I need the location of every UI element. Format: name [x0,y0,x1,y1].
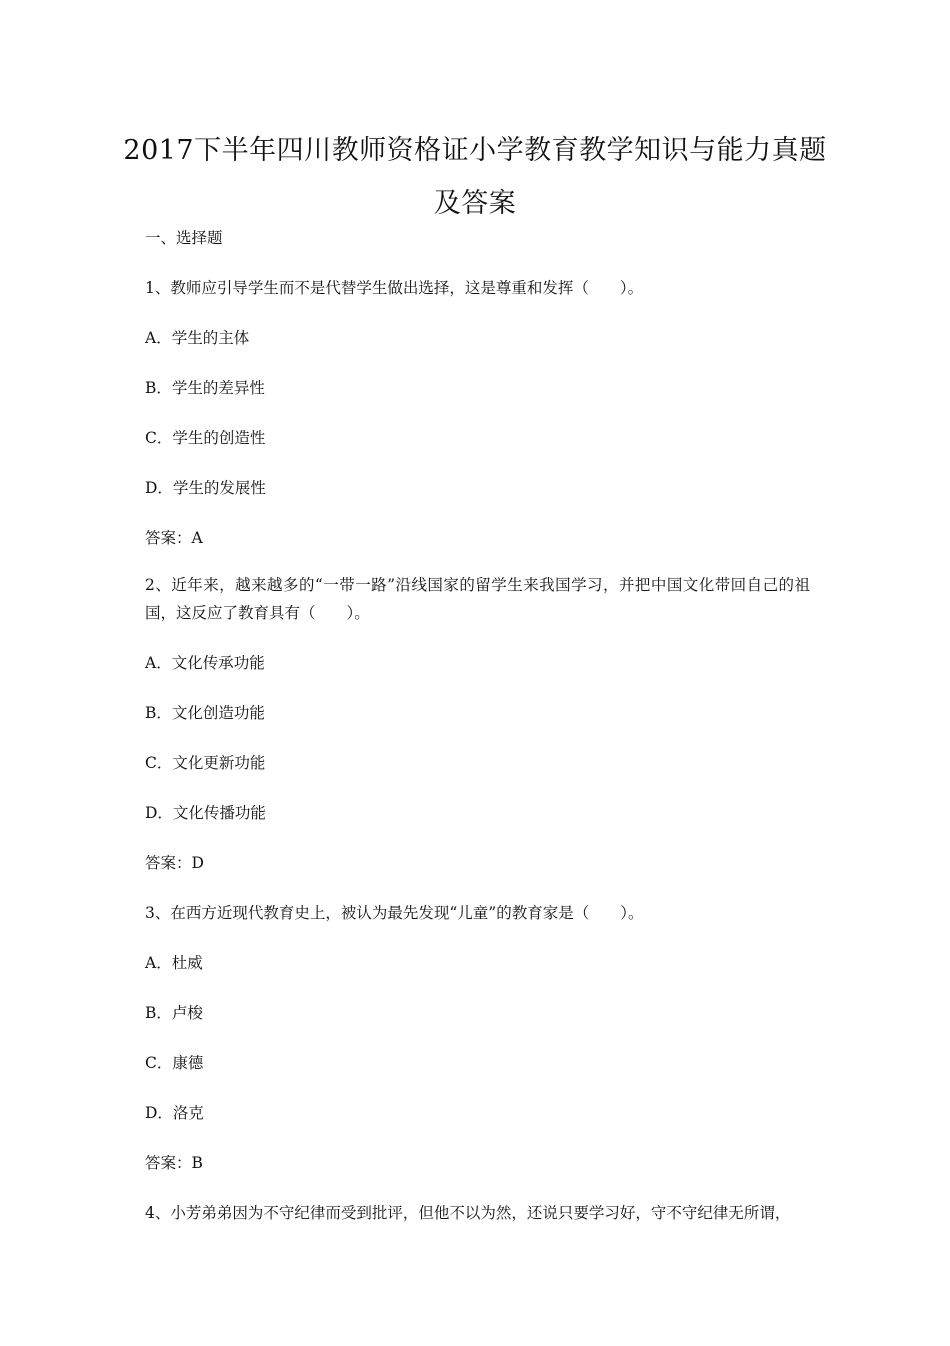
q4-stem: 4、小芳弟弟因为不守纪律而受到批评，但他不以为然，还说只要学习好，守不守纪律无所谓， [145,1204,791,1222]
q2-option-c: C．文化更新功能 [145,754,266,772]
q3-option-b: B．卢梭 [145,1004,203,1022]
q1-option-a: A．学生的主体 [145,329,250,347]
q3-stem: 3、在西方近现代教育史上，被认为最先发现“儿童”的教育家是（ ）。 [145,904,644,922]
q2-option-a: A．文化传承功能 [145,654,265,672]
q2-stem: 2、近年来，越来越多的“一带一路”沿线国家的留学生来我国学习，并把中国文化带回自己的祖国，这反应了教育具有（ ）。 [145,576,810,622]
q1-stem: 1、教师应引导学生而不是代替学生做出选择，这是尊重和发挥（ ）。 [145,279,644,297]
q2-option-b: B．文化创造功能 [145,704,265,722]
section-heading: 一、选择题 [145,229,223,247]
q1-option-d: D．学生的发展性 [145,479,266,497]
doc-title-line1: 2017下半年四川教师资格证小学教育教学知识与能力真题 [123,135,827,166]
q2-answer: 答案：D [145,854,204,872]
q3-option-d: D．洛克 [145,1104,204,1122]
q3-option-c: C．康德 [145,1054,204,1072]
doc-title-line2: 及答案 [433,188,517,219]
q1-answer: 答案：A [145,529,203,547]
q3-answer: 答案：B [145,1154,203,1172]
q3-option-a: A．杜威 [145,954,203,972]
q1-option-c: C．学生的创造性 [145,429,266,447]
q2-option-d: D．文化传播功能 [145,804,266,822]
q1-option-b: B．学生的差异性 [145,379,265,397]
